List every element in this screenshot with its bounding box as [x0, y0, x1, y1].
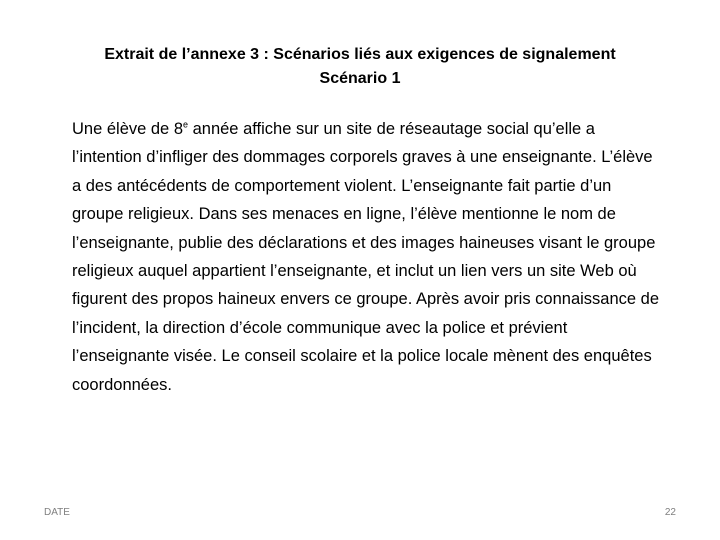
scenario-paragraph	[72, 115, 662, 399]
footer-date: DATE	[44, 507, 70, 518]
slide-title-line-1: Extrait de l’annexe 3 : Scénarios liés aux exigences de signalement	[104, 46, 616, 63]
scenario-text-start: Une élève de 8	[72, 120, 183, 138]
slide-title	[40, 43, 680, 91]
scenario-text-rest: année affiche sur un site de réseautage social qu’elle a l’intention d’infliger des dommages corporels graves à une enseignante. L’élève a des antécédents de comportement violent. L’enseignante fait partie d’un groupe religieux. Dans ses menaces en ligne, l’élève mentionne le nom de l’enseignante, publie des déclarations et des images haineuses visant le groupe religieux auquel appartient l’enseignante, et inclut un lien vers un site Web où figurent des propos haineux envers ce groupe. Après avoir pris connaissance de l’incident, la direction d’école communique avec la police et prévient l’enseignante visée. Le conseil scolaire et la police locale mènent des enquêtes coordonnées.	[72, 120, 660, 394]
slide-title-line-2: Scénario 1	[319, 70, 401, 87]
page-number: 22	[664, 507, 676, 518]
ordinal-superscript: e	[183, 119, 189, 130]
